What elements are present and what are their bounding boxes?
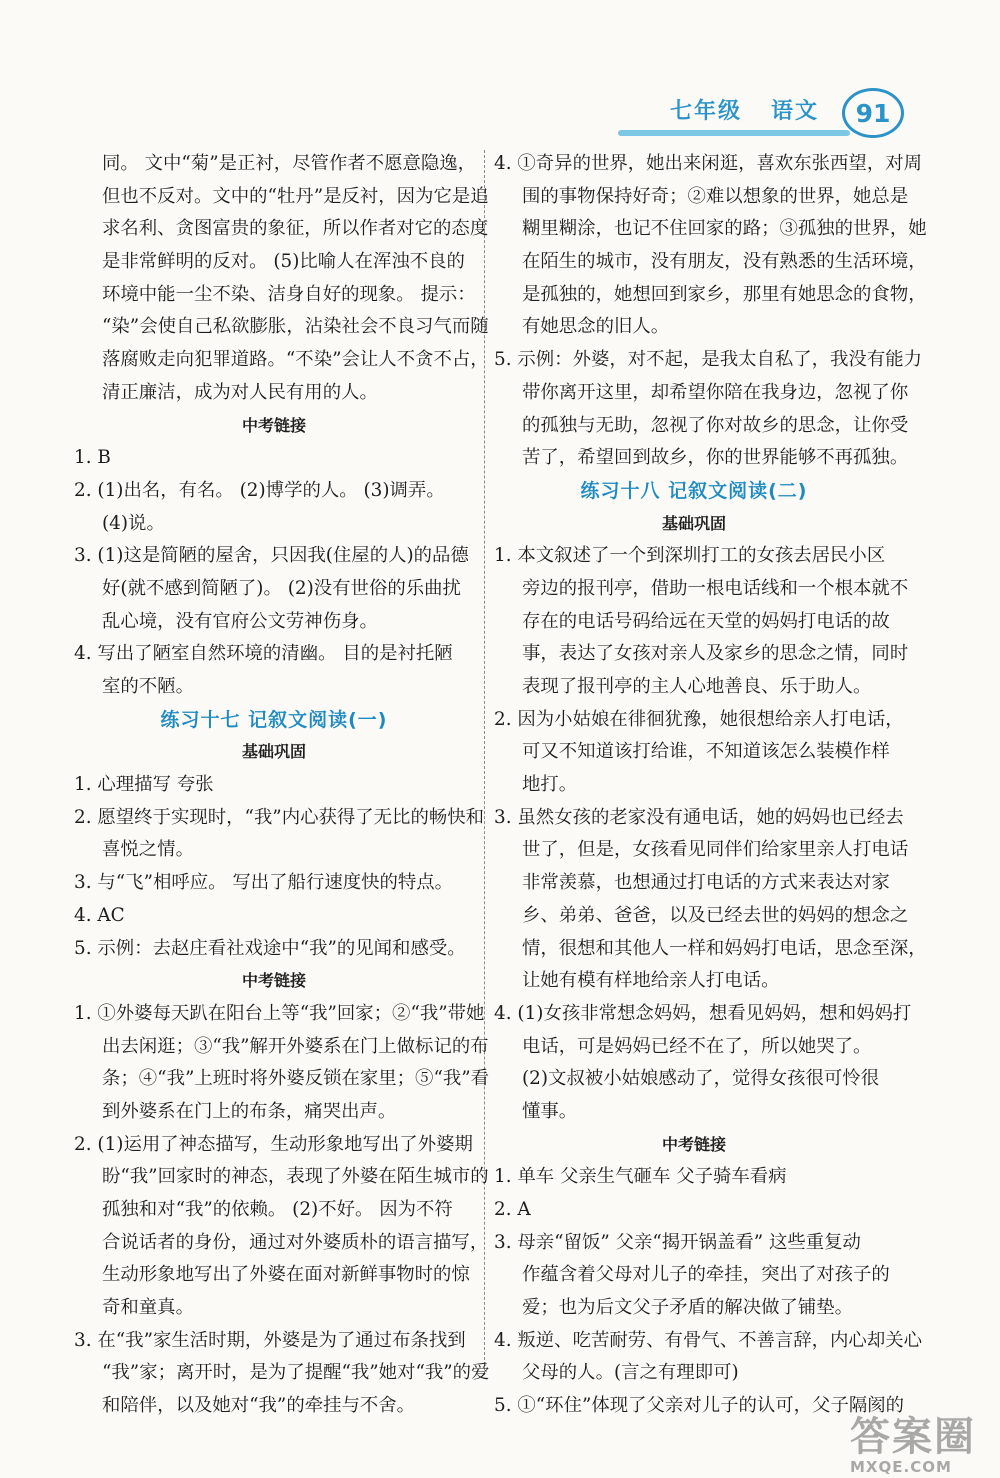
answer-line: 3. 虽然女孩的老家没有通电话，她的妈妈也已经去 — [494, 806, 904, 828]
header-decoration-line — [618, 130, 850, 136]
answer-line: 2. 愿望终于实现时，“我”内心获得了无比的畅快和 — [74, 806, 485, 828]
answer-line: 父母的人。(言之有理即可) — [522, 1362, 739, 1384]
answer-line: “染”会使自己私欲膨胀，沾染社会不良习气而随 — [102, 316, 489, 338]
answer-line: 作蕴含着父母对儿子的牵挂，突出了对孩子的 — [522, 1264, 890, 1286]
answer-line: 4. (1)女孩非常想念妈妈，想看见妈妈，想和妈妈打 — [494, 1002, 912, 1024]
answer-line: 生动形象地写出了外婆在面对新鲜事物时的惊 — [102, 1264, 470, 1286]
section-title: 练习十八 记叙文阅读(二) — [580, 479, 808, 502]
answer-line: 喜悦之情。 — [102, 839, 194, 861]
answer-line: 环境中能一尘不染、洁身自好的现象。 提示： — [102, 283, 476, 305]
answer-line: 让她有模有样地给亲人打电话。 — [522, 970, 780, 992]
answer-line: 奇和童真。 — [102, 1297, 194, 1319]
answer-line: (4)说。 — [102, 512, 165, 534]
answer-line: 有她思念的旧人。 — [522, 316, 670, 338]
answer-line: 5. ①“环住”体现了父亲对儿子的认可，父子隔阂的 — [494, 1395, 905, 1417]
answer-line: 4. ①奇异的世界，她出来闲逛，喜欢东张西望，对周 — [494, 153, 922, 174]
section-title: 练习十七 记叙文阅读(一) — [160, 708, 388, 731]
answer-line: 表现了报刊亭的主人心地善良、乐于助人。 — [522, 676, 872, 697]
answer-line: 2. 因为小姑娘在徘徊犹豫，她很想给亲人打电话， — [494, 708, 904, 730]
answer-line: 懂事。 — [522, 1100, 578, 1122]
answer-line: 带你离开这里，却希望你陪在我身边，忽视了你 — [522, 381, 909, 403]
answer-line: 5. 示例：外婆，对不起，是我太自私了，我没有能力 — [494, 349, 922, 371]
page-number: 91 — [842, 88, 904, 138]
right-column — [494, 148, 927, 1423]
answer-line: 求名利、贪图富贵的象征，所以作者对它的态度 — [102, 218, 489, 240]
answer-line: 3. 与“飞”相呼应。 写出了船行速度快的特点。 — [74, 872, 454, 894]
watermark-url: MXQE.COM — [850, 1458, 952, 1476]
answer-line: 围的事物保持好奇；②难以想象的世界，她总是 — [522, 185, 909, 207]
answer-line: 盼“我”回家时的神态，表现了外婆在陌生城市的 — [102, 1166, 489, 1188]
page-header — [610, 88, 910, 148]
answer-line: 2. A — [494, 1199, 531, 1220]
answer-line: 清正廉洁，成为对人民有用的人。 — [102, 381, 378, 403]
answer-line: 室的不陋。 — [102, 676, 194, 697]
header-title: 七年级 语文 — [670, 99, 819, 124]
answer-line: 旁边的报刊亭，借助一根电话线和一个根本就不 — [522, 577, 909, 599]
answer-line: 5. 示例：去赵庄看社戏途中“我”的见闻和感受。 — [74, 937, 466, 959]
answer-line: 和陪伴，以及她对“我”的牵挂与不舍。 — [102, 1395, 416, 1417]
answer-line: 但也不反对。文中的“牡丹”是反衬，因为它是追 — [102, 185, 489, 207]
answer-line: 3. 在“我”家生活时期，外婆是为了通过布条找到 — [74, 1329, 466, 1351]
answer-line: 在陌生的城市，没有朋友，没有熟悉的生活环境， — [522, 251, 927, 273]
answer-line: 到外婆系在门上的布条，痛哭出声。 — [102, 1100, 397, 1122]
left-column — [74, 148, 490, 1423]
answer-line: 事，表达了女孩对亲人及家乡的思念之情，同时 — [522, 643, 909, 665]
answer-line: 合说话者的身份，通过对外婆质朴的语言描写， — [102, 1231, 489, 1253]
answer-line: 1. 单车 父亲生气砸车 父子骑车看病 — [494, 1166, 787, 1188]
answer-line: 好(就不感到简陋了)。 (2)没有世俗的乐曲扰 — [102, 577, 461, 599]
watermark-logo — [850, 1405, 990, 1475]
subsection-heading: 中考链接 — [661, 1134, 726, 1154]
answer-line: 存在的电话号码给远在天堂的妈妈打电话的故 — [522, 610, 890, 632]
answer-line: 3. (1)这是简陋的屋舍，只因我(住屋的人)的品德 — [74, 545, 469, 567]
answer-line: 4. AC — [74, 904, 125, 926]
watermark-text: 答案圈 — [850, 1414, 976, 1460]
answer-line: 2. (1)运用了神态描写，生动形象地写出了外婆期 — [74, 1133, 473, 1155]
answer-line: 条；④“我”上班时将外婆反锁在家里；⑤“我”看 — [102, 1068, 490, 1090]
subsection-heading: 基础巩固 — [241, 742, 306, 762]
answer-line: 出去闲逛；③“我”解开外婆系在门上做标记的布 — [102, 1035, 489, 1057]
answer-line: 非常羡慕，也想通过打电话的方式来表达对家 — [522, 872, 890, 894]
answer-line: 1. 本文叙述了一个到深圳打工的女孩去居民小区 — [494, 545, 886, 567]
answer-line: 苦了，希望回到故乡，你的世界能够不再孤独。 — [522, 447, 909, 469]
answer-line: 世了，但是，女孩看见同伴们给家里亲人打电话 — [522, 839, 909, 861]
answer-line: 情，很想和其他人一样和妈妈打电话，思念至深， — [522, 937, 927, 959]
answer-line: 乱心境，没有官府公文劳神伤身。 — [102, 610, 378, 632]
answer-line: 1. 心理描写 夸张 — [74, 774, 214, 796]
answer-line: 落腐败走向犯罪道路。“不染”会让人不贪不占， — [102, 349, 489, 371]
answer-line: 爱；也为后文父子矛盾的解决做了铺垫。 — [522, 1297, 854, 1319]
answer-line: 4. 叛逆、吃苦耐劳、有骨气、不善言辞，内心却关心 — [494, 1329, 922, 1351]
answer-line: “我”家；离开时，是为了提醒“我”她对“我”的爱 — [102, 1362, 490, 1384]
answer-line: 的孤独与无助，忽视了你对故乡的思念，让你受 — [522, 414, 909, 436]
answer-line: 地打。 — [522, 774, 578, 796]
answer-line: 2. (1)出名，有名。 (2)博学的人。 (3)调弄。 — [74, 479, 445, 501]
answer-line: 是孤独的，她想回到家乡，那里有她思念的食物， — [522, 283, 927, 305]
answer-line: 孤独和对“我”的依赖。 (2)不好。 因为不符 — [102, 1199, 453, 1220]
answer-line: 同。 文中“菊”是正衬，尽管作者不愿意隐逸， — [102, 153, 477, 174]
answer-line: 可又不知道该打给谁，不知道该怎么装模作样 — [522, 741, 890, 763]
answer-line: 电话，可是妈妈已经不在了，所以她哭了。 — [522, 1035, 872, 1057]
answer-line: 乡、弟弟、爸爸，以及已经去世的妈妈的想念之 — [522, 904, 909, 926]
answer-line: 是非常鲜明的反对。 (5)比喻人在浑浊不良的 — [102, 251, 465, 273]
answer-line: (2)文叔被小姑娘感动了，觉得女孩很可怜很 — [522, 1068, 880, 1090]
answer-line: 1. B — [74, 447, 111, 469]
answer-line: 1. ①外婆每天趴在阳台上等“我”回家；②“我”带她 — [74, 1002, 485, 1024]
answer-line: 糊里糊涂，也记不住回家的路；③孤独的世界，她 — [522, 218, 927, 240]
answer-line: 4. 写出了陋室自然环境的清幽。 目的是衬托陋 — [74, 643, 453, 665]
subsection-heading: 基础巩固 — [661, 513, 726, 533]
subsection-heading: 中考链接 — [241, 415, 306, 435]
answer-line: 3. 母亲“留饭” 父亲“揭开锅盖看” 这些重复动 — [494, 1231, 861, 1253]
subsection-heading: 中考链接 — [241, 971, 306, 991]
